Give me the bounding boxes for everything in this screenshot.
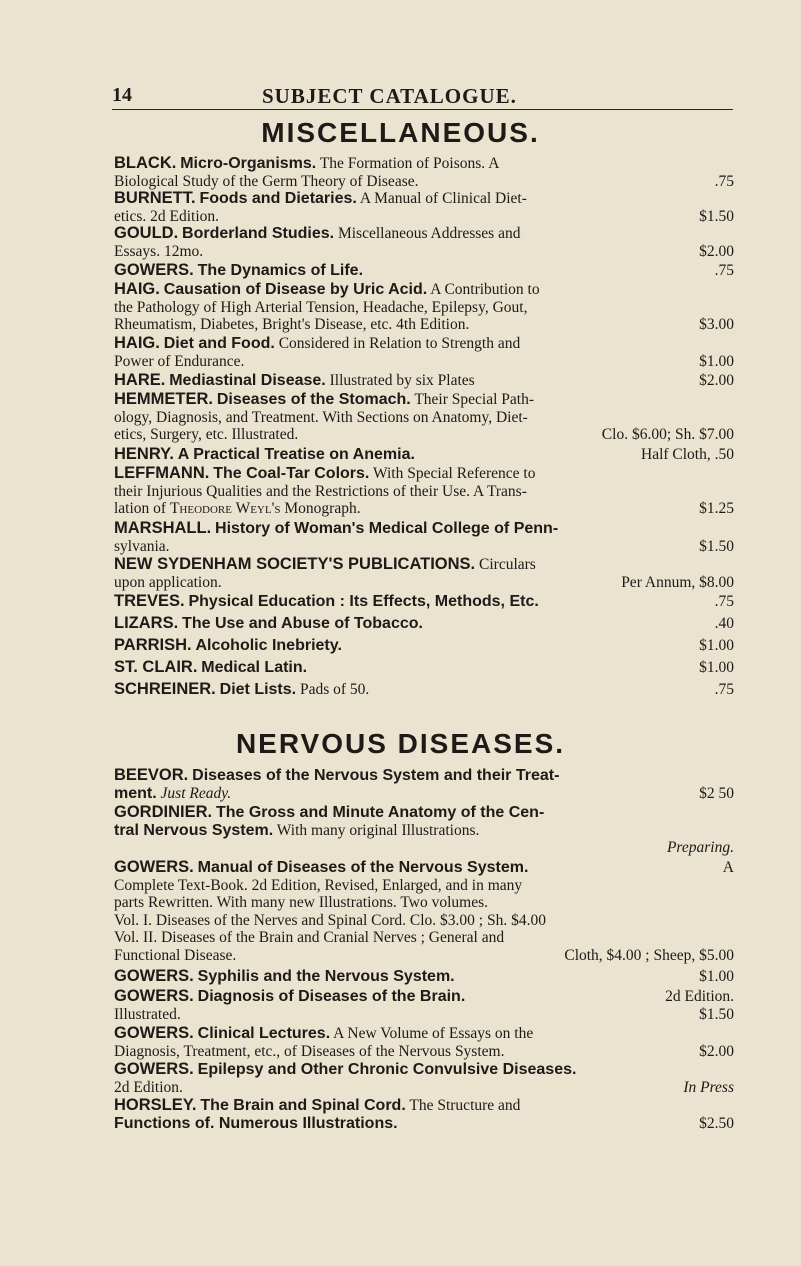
entry-price: .75 <box>714 593 734 610</box>
entry-title: Causation of Disease by Uric Acid. <box>163 281 428 298</box>
entry-author: BEEVOR. <box>114 766 189 784</box>
entry-hare <box>114 372 734 390</box>
entry-text: Complete Text-Book. 2d Edition, Revised, Enlarged, and in many <box>114 876 523 894</box>
entry-text: Diagnosis, Treatment, etc., of Diseases of the Nervous System. <box>114 1042 505 1060</box>
entry-text: Considered in Relation to Strength and <box>278 335 521 352</box>
entry-price: $1.50 <box>699 207 734 225</box>
entry-title: Alcoholic Inebriety. <box>195 637 342 654</box>
entry-author: GOWERS. <box>114 1024 194 1042</box>
entry-text: A <box>722 859 734 876</box>
entry-gowers-epilepsy <box>114 1061 734 1096</box>
entry-horsley <box>114 1097 734 1132</box>
entry-price: $2 50 <box>699 784 734 802</box>
entry-text: the Pathology of High Arterial Tension, Headache, Epilepsy, Gout, <box>114 298 528 316</box>
entry-title: Foods and Dietaries. <box>199 190 357 207</box>
entry-gowers-syphilis <box>114 968 734 986</box>
entry-author: MARSHALL. <box>114 519 212 537</box>
entry-author: PARRISH. <box>114 636 192 654</box>
entry-price: .40 <box>714 615 734 632</box>
entry-new-sydenham <box>114 556 734 591</box>
entry-title: The Brain and Spinal Cord. <box>200 1097 406 1114</box>
entry-price: $2.00 <box>699 1042 734 1060</box>
entry-parrish <box>114 637 734 655</box>
entry-title: The Gross and Minute Anatomy of the Cen- <box>215 804 545 821</box>
entry-haig-diet <box>114 335 734 370</box>
entry-author: LIZARS. <box>114 614 179 632</box>
entry-text: their Injurious Qualities and the Restrictions of their Use. A Trans- <box>114 482 527 500</box>
entry-text: Miscellaneous Addresses and <box>337 225 521 242</box>
entry-price: $1.50 <box>699 537 734 555</box>
entry-text: 2d Edition. <box>114 1078 183 1096</box>
entry-text: Illustrated by six Plates <box>329 372 475 389</box>
entry-leffmann <box>114 465 734 518</box>
entry-author: HEMMETER. <box>114 390 213 408</box>
entry-price: Cloth, $4.00 ; Sheep, $5.00 <box>564 946 734 964</box>
entry-title: The Coal-Tar Colors. <box>213 465 370 482</box>
entry-author: LEFFMANN. <box>114 464 210 482</box>
entry-status: Just Ready. <box>160 784 232 802</box>
entry-text: 2d Edition. <box>665 988 734 1005</box>
entry-text: Theodore Weyl's <box>169 500 281 518</box>
entry-price: $2.00 <box>699 242 734 260</box>
header-rule <box>112 109 733 110</box>
entry-author: TREVES. <box>114 592 185 610</box>
entry-title: Physical Education : Its Effects, Methods, Etc. <box>188 593 539 610</box>
entry-author: GOWERS. <box>114 967 194 985</box>
entry-author: HORSLEY. <box>114 1096 197 1114</box>
entry-haig-uric-acid <box>114 281 734 334</box>
entry-title: tral Nervous System. <box>114 821 274 839</box>
entry-text: Biological Study of the Germ Theory of Disease. <box>114 172 419 190</box>
entry-price: .75 <box>714 262 734 279</box>
entry-gowers-manual <box>114 859 734 965</box>
entry-author: GORDINIER. <box>114 803 213 821</box>
entry-title: Diet and Food. <box>163 335 275 352</box>
running-head <box>112 84 732 110</box>
entry-title: Manual of Diseases of the Nervous System. <box>197 859 529 876</box>
entry-schreiner <box>114 681 734 699</box>
entry-text: etics. 2d Edition. <box>114 207 220 225</box>
entry-text: With Special Reference to <box>372 465 536 482</box>
entry-price: .75 <box>714 172 734 190</box>
entry-text: Power of Endurance. <box>114 352 245 370</box>
entry-price: Per Annum, $8.00 <box>621 573 734 591</box>
entry-price: .50 <box>714 446 734 463</box>
entry-author: GOWERS. <box>114 1060 194 1078</box>
entry-author: GOWERS. <box>114 987 194 1005</box>
running-title: SUBJECT CATALOGUE. <box>262 84 517 108</box>
entry-marshall <box>114 520 734 555</box>
entry-treves <box>114 593 734 611</box>
entry-author: BURNETT. <box>114 189 196 207</box>
section-title-nervous-diseases: NERVOUS DISEASES. <box>235 728 566 759</box>
entry-text: lation of <box>114 500 167 518</box>
entry-author: GOWERS. <box>114 858 194 876</box>
entry-price: $1.25 <box>699 500 734 518</box>
entry-author: NEW SYDENHAM SOCIETY'S PUBLICATIONS. <box>114 555 476 573</box>
entry-text: Vol. I. Diseases of the Nerves and Spinal Cord. Clo. $3.00 ; Sh. $4.00 <box>114 911 546 929</box>
entry-price: $1.00 <box>699 659 734 676</box>
entry-lizars <box>114 615 734 633</box>
entry-text: upon application. <box>114 573 222 591</box>
entry-title: Diseases of the Stomach. <box>216 391 411 408</box>
entry-text: Essays. 12mo. <box>114 242 204 260</box>
entry-title: Clinical Lectures. <box>197 1025 331 1042</box>
entry-text: sylvania. <box>114 537 170 555</box>
entry-price: $2.50 <box>699 1114 734 1132</box>
entry-author: SCHREINER. <box>114 680 216 698</box>
entry-henry <box>114 446 734 464</box>
entry-title: Epilepsy and Other Chronic Convulsive Diseases. <box>197 1061 577 1078</box>
entry-author: GOULD. <box>114 224 179 242</box>
entry-text: Half Cloth, <box>641 446 711 463</box>
entry-text: Their Special Path- <box>414 391 534 408</box>
entry-price: Clo. $6.00; Sh. $7.00 <box>601 426 734 444</box>
entry-price: $1.50 <box>699 1005 734 1023</box>
entry-title: Diet Lists. <box>219 681 297 698</box>
entry-author: BLACK. <box>114 154 177 172</box>
entry-gowers-dynamics <box>114 262 734 280</box>
entry-gowers-diagnosis <box>114 988 734 1023</box>
entry-author: HENRY. <box>114 445 174 463</box>
entry-title: The Dynamics of Life. <box>197 262 364 279</box>
entry-status: In Press <box>683 1078 734 1096</box>
entry-text: Rheumatism, Diabetes, Bright's Disease, etc. 4th Edition. <box>114 316 470 334</box>
entry-title: A Practical Treatise on Anemia. <box>177 446 415 463</box>
entry-price: $1.00 <box>699 352 734 370</box>
entry-text: A New Volume of Essays on the <box>333 1025 534 1042</box>
entry-title: Diseases of the Nervous System and their Treat- <box>192 767 560 784</box>
entry-author: GOWERS. <box>114 261 194 279</box>
entry-beevor <box>114 767 734 802</box>
entry-title: Functions of. Numerous Illustrations. <box>114 1114 398 1132</box>
entry-gould <box>114 225 734 260</box>
entry-text: Circulars <box>479 556 536 573</box>
entry-status: Preparing. <box>666 839 734 857</box>
entry-author: HAIG. <box>114 280 160 298</box>
entry-text: Vol. II. Diseases of the Brain and Cranial Nerves ; General and <box>114 929 505 947</box>
entry-text: ology, Diagnosis, and Treatment. With Sections on Anatomy, Diet- <box>114 408 528 426</box>
entry-black <box>114 155 734 190</box>
entry-text: Functional Disease. <box>114 946 237 964</box>
entry-text: Pads of 50. <box>299 681 370 698</box>
entry-price: $2.00 <box>699 372 734 389</box>
page-number: 14 <box>112 84 132 106</box>
entry-text: Monograph. <box>284 500 361 518</box>
entry-text: etics, Surgery, etc. Illustrated. <box>114 426 299 444</box>
entry-text: A Manual of Clinical Diet- <box>359 190 527 207</box>
entry-author: HARE. <box>114 371 166 389</box>
entry-price: .75 <box>714 681 734 698</box>
section-title-miscellaneous: MISCELLANEOUS. <box>261 117 540 148</box>
entry-text: parts Rewritten. With many new Illustrations. Two volumes. <box>114 894 488 912</box>
entry-price: $1.00 <box>699 968 734 985</box>
entry-price: $1.00 <box>699 637 734 654</box>
entry-author: HAIG. <box>114 334 160 352</box>
entry-st-clair <box>114 659 734 677</box>
entry-author: ST. CLAIR. <box>114 658 198 676</box>
entry-hemmeter <box>114 391 734 444</box>
entry-title: Syphilis and the Nervous System. <box>197 968 455 985</box>
entry-title: Micro-Organisms. <box>180 155 317 172</box>
entry-text: The Structure and <box>409 1097 521 1114</box>
entry-title: Medical Latin. <box>201 659 308 676</box>
entry-title: The Use and Abuse of Tobacco. <box>182 615 423 632</box>
entry-title: Diagnosis of Diseases of the Brain. <box>197 988 466 1005</box>
entry-title: History of Woman's Medical College of Penn- <box>215 520 559 537</box>
entry-burnett <box>114 190 734 225</box>
entry-text: Illustrated. <box>114 1005 181 1023</box>
entry-gordinier <box>114 804 734 857</box>
entry-text: The Formation of Poisons. A <box>319 155 500 172</box>
entry-gowers-clinical <box>114 1025 734 1060</box>
entry-text: With many original Illustrations. <box>276 821 480 839</box>
entry-text: A Contribution to <box>430 281 540 298</box>
entry-price: $3.00 <box>699 316 734 334</box>
entry-title: Borderland Studies. <box>182 225 335 242</box>
entry-title: Mediastinal Disease. <box>169 372 326 389</box>
entry-title: ment. <box>114 784 157 802</box>
